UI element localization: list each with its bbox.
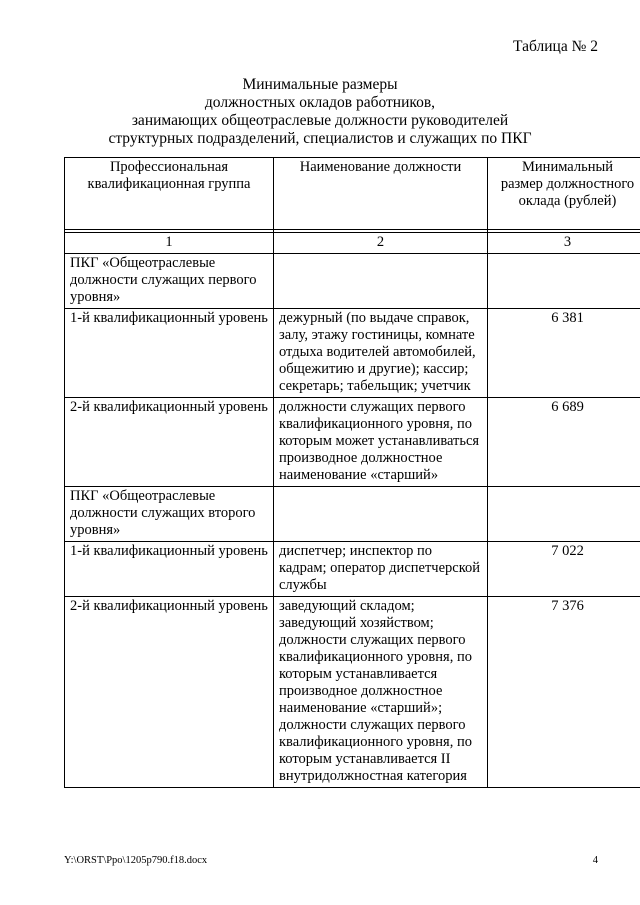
group-cell: 1-й квалификационный уровень (65, 542, 274, 597)
column-number: 1 (65, 233, 274, 254)
footer-file-path: Y:\ORST\Ppo\1205p790.f18.docx (64, 855, 208, 866)
heading-line: Минимальные размеры (242, 76, 398, 93)
salary-cell: 6 689 (488, 398, 640, 487)
group-cell: 2-й квалификационный уровень (65, 597, 274, 788)
column-header-salary: Минимальный размер должностного оклада (рублей) (488, 158, 640, 230)
table-number-label: Таблица № 2 (513, 38, 598, 55)
column-header-group: Профессиональная квалификационная группа (65, 158, 274, 230)
position-cell: должности служащих первого квалификационного уровня, по которым может устанавливаться производное должностное наименование «старший» (274, 398, 488, 487)
heading-line: структурных подразделений, специалистов и служащих по ПКГ (108, 130, 532, 147)
table-row (65, 487, 640, 542)
heading-line: должностных окладов работников, (204, 94, 436, 111)
table-row (65, 254, 640, 309)
salary-cell (488, 487, 640, 542)
salary-cell (488, 254, 640, 309)
position-cell (274, 254, 488, 309)
heading-line: занимающих общеотраслевые должности руководителей (131, 112, 509, 129)
position-cell: диспетчер; инспектор по кадрам; оператор диспетчерской службы (274, 542, 488, 597)
group-cell: ПКГ «Общеотраслевые должности служащих первого уровня» (65, 254, 274, 309)
salary-cell: 7 376 (488, 597, 640, 788)
position-cell: дежурный (по выдаче справок, залу, этажу гостиницы, комнате отдыха водителей автомобилей, общежитию и другие); кассир; секретарь; табельщик; учетчик (274, 309, 488, 398)
table-row (65, 597, 640, 788)
salary-table (64, 157, 640, 788)
table-row (65, 309, 640, 398)
table-row (65, 398, 640, 487)
table-heading (0, 76, 640, 148)
group-cell: 1-й квалификационный уровень (65, 309, 274, 398)
column-number-row (65, 233, 640, 254)
column-header-position: Наименование должности (274, 158, 488, 230)
table-header-row (65, 158, 640, 230)
position-cell: заведующий складом; заведующий хозяйством; должности служащих первого квалификационного уровня, по которым устанавливается производное должностное наименование «старший»; должности служащих первого квалификационного уровня, по которым устанавливается II внутридолжностная категория (274, 597, 488, 788)
position-cell (274, 487, 488, 542)
group-cell: ПКГ «Общеотраслевые должности служащих второго уровня» (65, 487, 274, 542)
salary-cell: 7 022 (488, 542, 640, 597)
group-cell: 2-й квалификационный уровень (65, 398, 274, 487)
column-number: 3 (488, 233, 640, 254)
salary-cell: 6 381 (488, 309, 640, 398)
footer-page-number: 4 (592, 855, 598, 866)
column-number: 2 (274, 233, 488, 254)
table-row (65, 542, 640, 597)
